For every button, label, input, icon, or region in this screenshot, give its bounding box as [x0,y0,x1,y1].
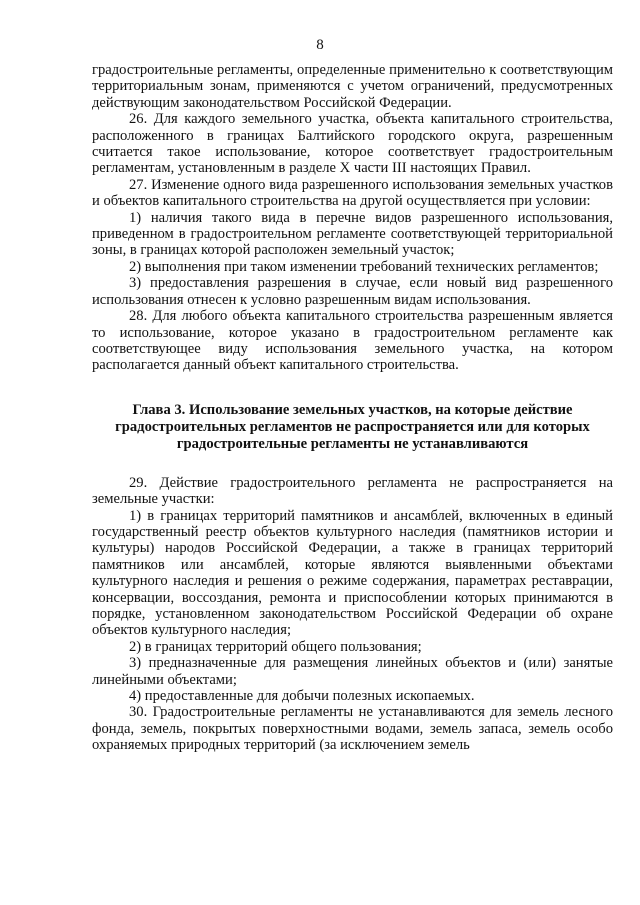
paragraph-29-item-1: 1) в границах территорий памятников и ансамблей, включенных в единый государственный реестр объектов культурного наследия (памятников истории и культуры) народов Российской Федерации, а также в границах территорий памятников или ансамблей, которые являются выявленными объектами культурного наследия и решения о режиме содержания, параметрах реставрации, консервации, воссоздания, ремонта и приспособлении которых принимаются в порядке, установленном законодательством Российской Федерации об охране объектов культурного наследия; [92,507,613,639]
page-number: 8 [316,37,324,53]
paragraph-27-item-3: 3) предоставления разрешения в случае, если новый вид разрешенного использования отнесен к условно разрешенным видам использования. [92,275,613,308]
paragraph-27-item-2: 2) выполнения при таком изменении требований технических регламентов; [129,258,599,275]
paragraph-29: 29. Действие градостроительного регламента не распространяется на земельные участки: [92,474,613,508]
paragraph-continuation: градостроительные регламенты, определенные применительно к соответствующим территориальным зонам, применяются с учетом ограничений, предусмотренных действующим законодательством Российской Федерации. [92,62,613,111]
paragraph-27-item-1: 1) наличия такого вида в перечне видов разрешенного использования, приведенном в градостроительном регламенте соответствующей территориальной зоны, в границах которой расположен земельный участок; [92,209,613,259]
paragraph-29-item-2: 2) в границах территорий общего пользования; [129,638,422,655]
paragraph-27: 27. Изменение одного вида разрешенного использования земельных участков и объектов капитального строительства на другой осуществляется при условии: [92,176,613,210]
paragraph-30: 30. Градостроительные регламенты не устанавливаются для земель лесного фонда, земель, покрытых поверхностными водами, земель запаса, земель особо охраняемых природных территорий (за исключением земель [92,704,613,754]
document-body [92,62,613,754]
paragraph-29-item-3: 3) предназначенные для размещения линейных объектов и (или) занятые линейными объектами; [92,655,613,688]
paragraph-26: 26. Для каждого земельного участка, объекта капитального строительства, расположенного в границах Балтийского городского округа, разрешенным считается такое использование, которое соответствует градостроительным регламентам, установленным в разделе X части III настоящих Правил. [92,111,613,177]
chapter-3-heading: Глава 3. Использование земельных участков, на которые действие градостроительных регламентов не распространяется или для которых градостроительные регламенты не устанавливаются [115,401,590,452]
paragraph-28: 28. Для любого объекта капитального строительства разрешенным является то использование, которое указано в градостроительном регламенте как соответствующее виду использования земельного участка, на котором располагается данный объект капитального строительства. [92,308,613,374]
paragraph-29-item-4: 4) предоставленные для добычи полезных ископаемых. [129,688,475,704]
